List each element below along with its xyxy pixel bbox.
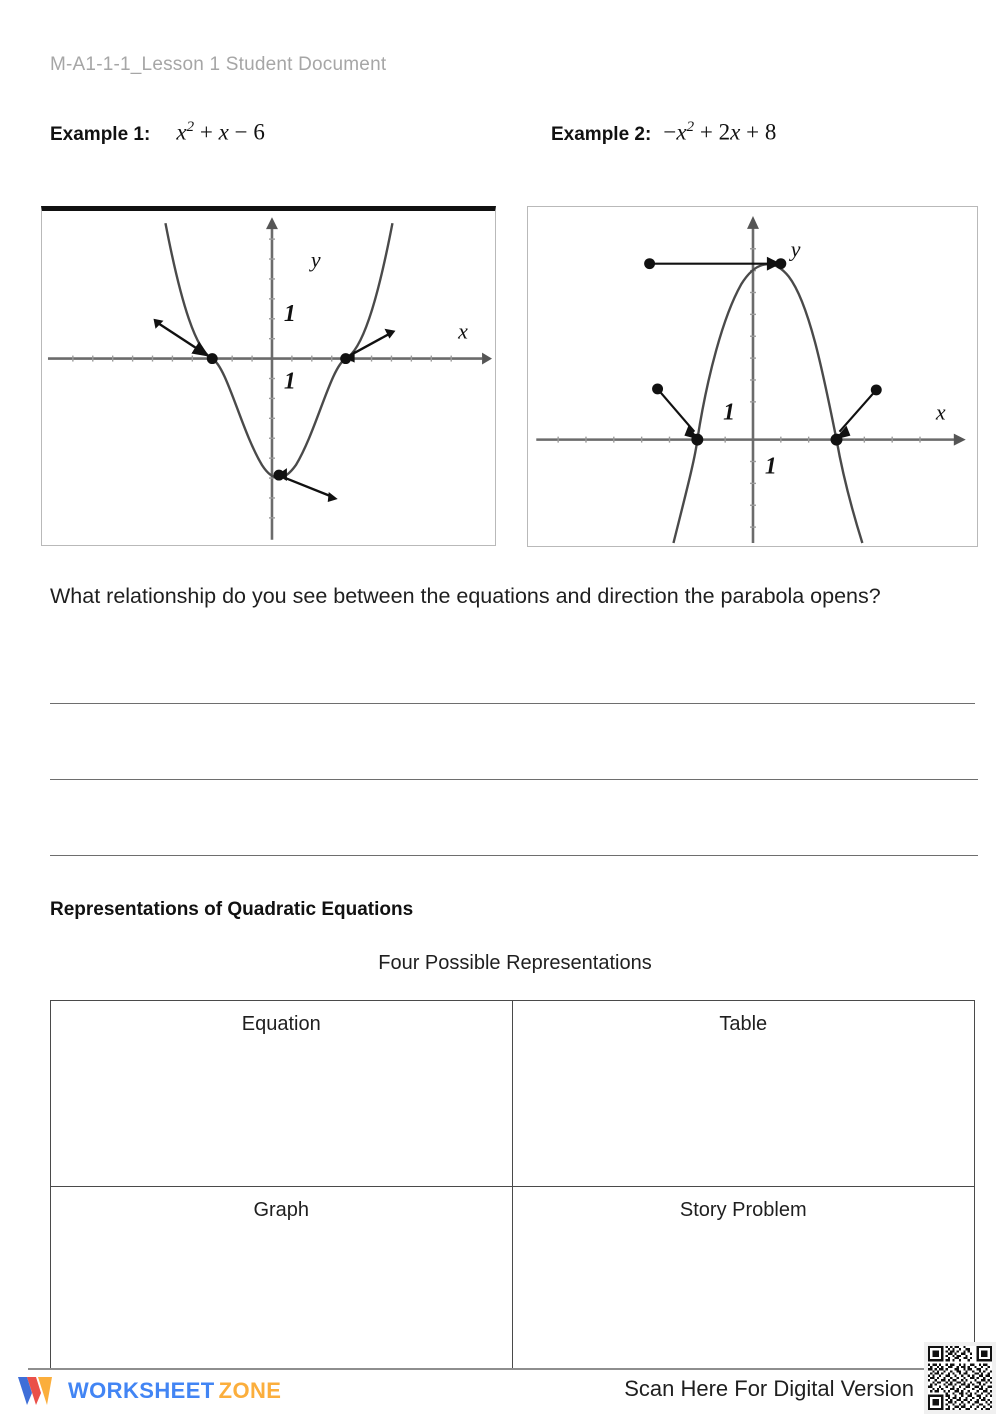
x-axis [48, 353, 492, 365]
y-axis-label: y [310, 246, 321, 272]
document-title: M-A1-1-1_Lesson 1 Student Document [50, 54, 387, 75]
answer-line-2[interactable] [50, 779, 978, 780]
example-2-label: Example 2: [551, 123, 652, 145]
rep-cell-table[interactable]: Table [513, 1001, 975, 1187]
section-subtitle: Four Possible Representations [378, 952, 652, 974]
annotation-right-root [831, 384, 882, 445]
page-footer [0, 1368, 1000, 1414]
example-2 [551, 118, 776, 146]
y-unit-label: 1 [283, 300, 296, 327]
answer-line-1[interactable] [50, 703, 975, 704]
annotation-vertex [273, 468, 337, 502]
x-unit-label: 1 [764, 453, 777, 480]
question-text: What relationship do you see between the equations and direction the parabola opens? [50, 584, 881, 608]
section-heading: Representations of Quadratic Equations [50, 899, 414, 920]
parabola-curve [673, 264, 862, 543]
rep-cell-story-problem[interactable]: Story Problem [679, 1199, 807, 1221]
brand-name-secondary: ZONE [218, 1378, 282, 1403]
rep-cell-graph[interactable]: Graph [51, 1187, 513, 1399]
x-axis [536, 434, 965, 446]
annotation-vertex [644, 257, 786, 271]
annotation-left-root [652, 383, 703, 445]
annotation-left-root [154, 319, 218, 364]
y-unit-label: 1 [723, 399, 736, 426]
graph-example-2 [527, 206, 978, 547]
y-axis-label: y [790, 237, 801, 262]
worksheet-zone-logo[interactable] [16, 1375, 281, 1407]
brand-name-primary: WORKSHEET [68, 1378, 215, 1403]
footer-divider [28, 1368, 972, 1370]
example-1-label: Example 1: [50, 123, 151, 145]
representations-table [50, 1000, 975, 1400]
example-1-equation: $x^2 + x - 6$ [176, 118, 265, 145]
qr-code[interactable] [924, 1342, 996, 1414]
x-axis-label: x [458, 318, 468, 344]
rep-cell-equation[interactable]: Equation [51, 1001, 513, 1187]
x-axis-label: x [935, 400, 946, 425]
example-2-equation: $-x^2 + 2x + 8$ [663, 118, 777, 145]
examples-row [0, 118, 1000, 158]
logo-w-icon [16, 1375, 60, 1407]
qr-code-image [928, 1346, 992, 1410]
y-axis [266, 217, 278, 540]
answer-line-3[interactable] [50, 855, 978, 856]
example-1 [50, 118, 265, 146]
y-axis [747, 216, 759, 543]
x-unit-label: 1 [283, 368, 296, 395]
graph-example-1 [41, 206, 496, 546]
scan-here-label: Scan Here For Digital Version [624, 1376, 914, 1401]
